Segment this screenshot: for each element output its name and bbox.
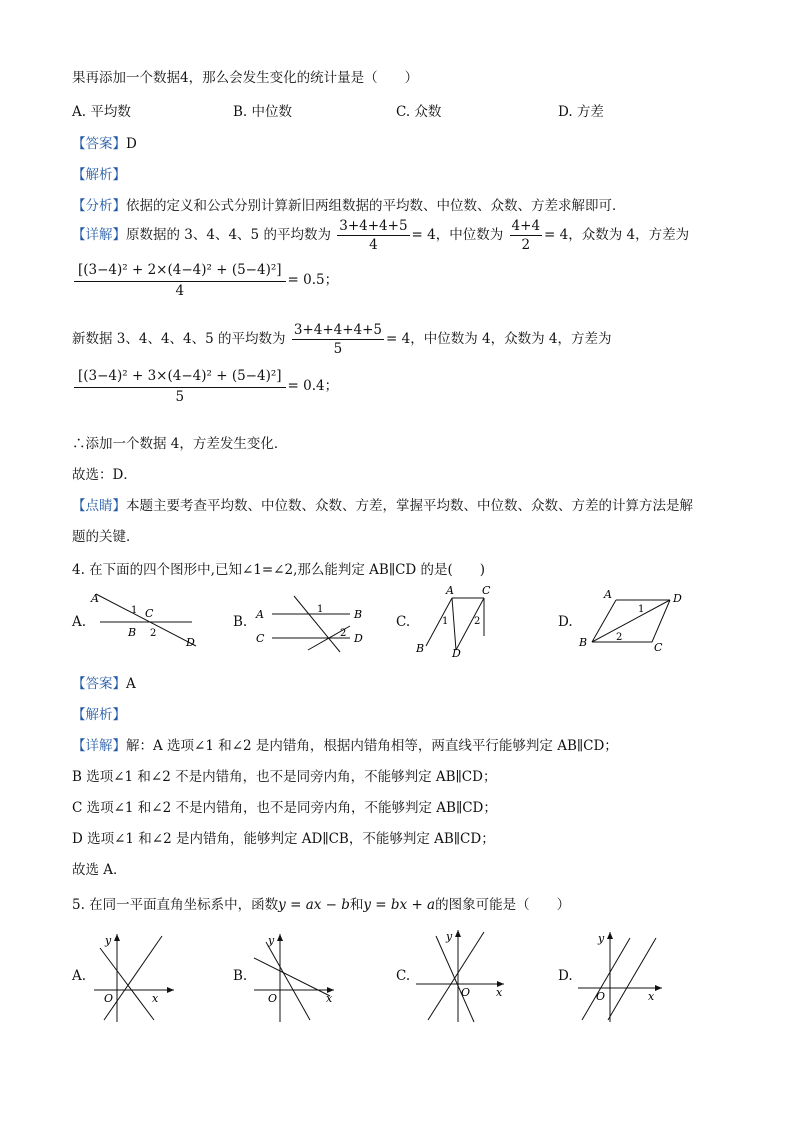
- analysis-tag: 【解析】: [72, 707, 126, 723]
- y-axis-label: y: [446, 930, 453, 943]
- var2-num: [(3−4)² + 3×(4−4)² + (5−4)²]: [74, 368, 286, 388]
- q3-new-mean-fraction: [292, 322, 384, 357]
- q5-function-2: y = bx + a: [363, 897, 436, 913]
- q4-answer-line: [72, 672, 136, 692]
- pt-d-label: D: [186, 636, 195, 649]
- q5-graph-a: [90, 928, 180, 1024]
- pt-b-label: B: [128, 626, 137, 639]
- q3-mean-fraction: [337, 218, 409, 253]
- origin-label: O: [461, 986, 471, 999]
- var2-den: 5: [175, 389, 185, 405]
- q3-variance-1: [72, 262, 338, 299]
- q5-stem-a: 5. 在同一平面直角坐标系中，函数: [72, 897, 279, 913]
- q3-analysis-tag: [72, 163, 126, 183]
- q3-median-fraction: [510, 218, 543, 253]
- pt-c-label: C: [145, 607, 154, 620]
- q4-stem: 4. 在下面的四个图形中,已知∠1=∠2,那么能判定 AB∥CD 的是( ): [72, 562, 486, 578]
- q3-comment-line-2: 题的关键．: [72, 529, 140, 545]
- q4-detail-line-1: [72, 734, 618, 754]
- q4-detail-line-4: D 选项∠1 和∠2 是内错角，能够判定 AD∥CB，不能够判定 AB∥CD；: [72, 831, 495, 847]
- y-axis-label: y: [598, 932, 605, 945]
- origin-label: O: [596, 990, 606, 1003]
- var1-den: 4: [175, 283, 185, 299]
- q5-stem: [72, 893, 570, 913]
- q5-graph-d: [574, 928, 670, 1024]
- q3-stem-tail: 果再添加一个数据4，那么会发生变化的统计量是（ ）: [72, 70, 419, 86]
- q5-graph-b: [250, 928, 340, 1024]
- q4-figure-a: [90, 588, 200, 652]
- angle-2-label: 2: [474, 616, 481, 627]
- frac-num: 3+4+4+4+5: [293, 322, 383, 338]
- pt-a-label: A: [256, 608, 264, 621]
- y-axis-label: y: [105, 934, 112, 947]
- comment-text: 本题主要考查平均数、中位数、众数、方差，掌握平均数、中位数、众数、方差的计算方法是解: [126, 498, 693, 514]
- pt-c-label: C: [256, 632, 265, 645]
- frac-den: 2: [521, 237, 531, 253]
- q4-option-c-label[interactable]: C.: [396, 614, 411, 630]
- pt-c-label: C: [482, 584, 491, 597]
- angle-1-label: 1: [442, 616, 449, 627]
- q3-conclusion: ∴添加一个数据 4，方差发生变化．: [72, 436, 288, 452]
- q5-option-a-label[interactable]: A.: [72, 968, 87, 984]
- q3-option-d[interactable]: D. 方差: [558, 104, 604, 120]
- q4-choose: 故选 A．: [72, 862, 127, 878]
- var1-result: = 0.5；: [287, 272, 339, 288]
- angle-1-label: 1: [638, 604, 645, 615]
- q3-d1-c: = 4，众数为 4，方差为: [544, 227, 690, 243]
- q3-d1-a: 原数据的 3、4、4、5 的平均数为: [126, 227, 331, 243]
- q4-option-b-label[interactable]: B.: [233, 614, 248, 630]
- q5-option-c-label[interactable]: C.: [396, 968, 411, 984]
- origin-label: O: [268, 992, 278, 1005]
- x-axis-label: x: [648, 990, 655, 1003]
- pt-d-label: D: [452, 647, 461, 658]
- pt-b-label: B: [416, 642, 425, 655]
- q5-option-d-label[interactable]: D.: [558, 968, 573, 984]
- frac-den: 5: [333, 341, 343, 357]
- q5-stem-b: 和: [349, 897, 364, 913]
- detail-tag: 【详解】: [72, 227, 126, 243]
- frac-num: 3+4+4+5: [339, 218, 408, 234]
- pt-d-label: D: [673, 592, 682, 605]
- q3-option-a[interactable]: A. 平均数: [72, 104, 131, 120]
- q3-comment-line-1: [72, 494, 693, 514]
- q5-graph-c: [412, 926, 512, 1024]
- q3-d2-a: 新数据 3、4、4、4、5 的平均数为: [72, 331, 286, 347]
- var2-result: = 0.4；: [287, 378, 339, 394]
- pt-a-label: A: [446, 584, 454, 597]
- var1-num: [(3−4)² + 2×(4−4)² + (5−4)²]: [74, 262, 286, 282]
- answer-tag: 【答案】: [72, 676, 126, 692]
- pt-b-label: B: [579, 636, 588, 649]
- frac-num: 4+4: [511, 218, 541, 234]
- q4-detail-line-2: B 选项∠1 和∠2 不是内错角，也不是同旁内角，不能够判定 AB∥CD；: [72, 769, 497, 785]
- q3-d2-b: = 4，中位数为 4，众数为 4，方差为: [386, 331, 612, 347]
- q4-detail-a: 解：A 选项∠1 和∠2 是内错角，根据内错角相等，两直线平行能够判定 AB∥CD；: [126, 738, 618, 754]
- q3-choose: 故选：D．: [72, 467, 137, 483]
- q3-variance-2: [72, 368, 338, 405]
- x-axis-label: x: [152, 992, 159, 1005]
- pt-a-label: A: [604, 588, 612, 601]
- answer-tag: 【答案】: [72, 136, 126, 152]
- q4-figure-c: [412, 584, 502, 658]
- q5-option-b-label[interactable]: B.: [233, 968, 248, 984]
- q4-figure-b: [250, 592, 370, 654]
- y-axis-label: y: [268, 934, 275, 947]
- fenxi-tag: 【分析】: [72, 198, 126, 214]
- q3-answer: D: [126, 136, 137, 152]
- angle-1-label: 1: [317, 604, 324, 615]
- angle-2-label: 2: [340, 628, 347, 639]
- angle-1-label: 1: [131, 605, 138, 616]
- q4-option-d-label[interactable]: D.: [558, 614, 573, 630]
- pt-c-label: C: [654, 641, 663, 654]
- q3-option-b[interactable]: B. 中位数: [233, 104, 293, 120]
- q3-answer-line: [72, 132, 137, 152]
- comment-tag: 【点睛】: [72, 498, 126, 514]
- pt-d-label: D: [354, 632, 363, 645]
- angle-2-label: 2: [150, 628, 157, 639]
- x-axis-label: x: [496, 986, 503, 999]
- origin-label: O: [104, 992, 114, 1005]
- q4-option-a-label[interactable]: A.: [72, 614, 87, 630]
- q4-detail-line-3: C 选项∠1 和∠2 不是内错角，也不是同旁内角，不能够判定 AB∥CD；: [72, 800, 497, 816]
- q3-fenxi-line: [72, 194, 626, 214]
- q5-stem-c: 的图象可能是（ ）: [435, 897, 571, 913]
- q4-analysis-tag: [72, 703, 126, 723]
- pt-b-label: B: [354, 608, 363, 621]
- pt-a-label: A: [91, 592, 99, 605]
- angle-2-label: 2: [616, 632, 623, 643]
- detail-tag: 【详解】: [72, 738, 126, 754]
- frac-den: 4: [369, 237, 378, 253]
- analysis-tag: 【解析】: [72, 167, 126, 183]
- q3-detail-line-1: [72, 218, 689, 253]
- q3-option-c[interactable]: C. 众数: [396, 104, 442, 120]
- x-axis-label: x: [326, 992, 333, 1005]
- q3-d1-b: = 4，中位数为: [411, 227, 504, 243]
- q3-detail-line-2: [72, 322, 611, 357]
- q4-answer: A: [126, 676, 136, 692]
- q4-figure-d: [576, 588, 696, 654]
- q3-fenxi: 依据的定义和公式分别计算新旧两组数据的平均数、中位数、众数、方差求解即可．: [126, 198, 626, 214]
- q5-function-1: y = ax − b: [278, 897, 350, 913]
